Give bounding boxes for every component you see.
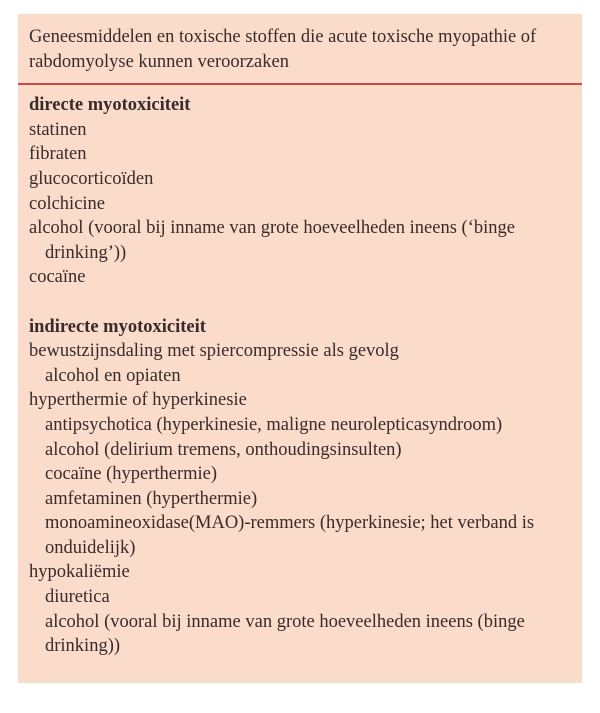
list-item: alcohol en opiaten xyxy=(45,365,181,386)
section xyxy=(29,315,570,659)
list-item: cocaïne (hyperthermie) xyxy=(45,464,218,485)
list-item: antipsychotica (hyperkinesie, maligne neurolepticasyndroom) xyxy=(45,414,503,435)
list-item: alcohol (delirium tremens, onthoudingsinsulten) xyxy=(45,439,402,460)
title-divider xyxy=(18,83,582,85)
sections-container xyxy=(29,93,570,659)
list-item: monoamineoxidase(MAO)-remmers (hyperkinesie; het verband is onduidelijk) xyxy=(45,513,535,558)
list-item: cocaïne xyxy=(29,267,86,288)
list-item: diuretica xyxy=(45,587,110,608)
panel-title: Geneesmiddelen en toxische stoffen die acute toxische myopathie of rabdomyolyse kunnen veroorzaken xyxy=(29,27,537,72)
list-item: hypokaliëmie xyxy=(29,562,130,583)
myopathy-causes-panel xyxy=(18,14,582,683)
list-item: glucocorticoïden xyxy=(29,168,154,189)
list-item: bewustzijnsdaling met spiercompressie als gevolg xyxy=(29,341,399,362)
list-item: amfetaminen (hyperthermie) xyxy=(45,488,258,509)
list-item: alcohol (vooral bij inname van grote hoeveelheden ineens (binge drinking)) xyxy=(45,611,525,657)
section-heading: indirecte myotoxiciteit xyxy=(29,316,206,337)
list-item: statinen xyxy=(29,119,87,140)
list-item: colchicine xyxy=(29,193,106,214)
list-item: alcohol (vooral bij inname van grote hoeveelheden ineens (‘binge drinking’)) xyxy=(29,218,515,263)
section-heading: directe myotoxiciteit xyxy=(29,95,191,116)
list-item: fibraten xyxy=(29,144,87,165)
section xyxy=(29,93,570,290)
list-item: hyperthermie of hyperkinesie xyxy=(29,390,247,411)
